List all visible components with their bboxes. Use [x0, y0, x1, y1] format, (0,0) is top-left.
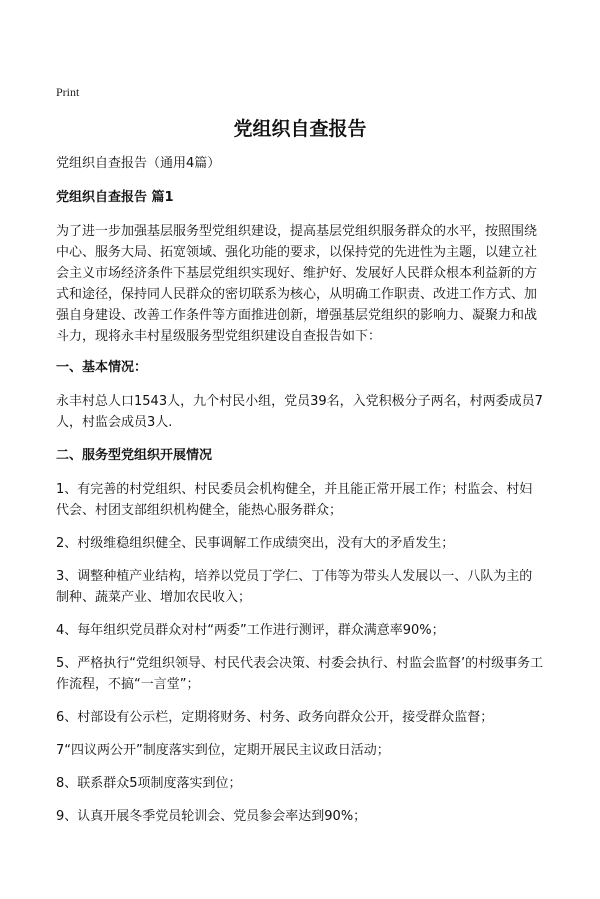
section-basic-text: 永丰村总人口1543人，九个村民小组，党员39名，入党积极分子两名，村两委成员7人，村监会成员3人.	[56, 394, 543, 430]
list-item-1: 1、有完善的村党组织、村民委员会机构健全，并且能正常开展工作；村监会、村妇代会、村团支部组织机构健全，能热心服务群众；	[56, 482, 533, 518]
section-service-title: 二、服务型党组织开展情况	[56, 448, 213, 463]
list-item-2: 2、村级维稳组织健全、民事调解工作成绩突出，没有大的矛盾发生；	[56, 536, 455, 551]
page-title: 党组织自查报告	[233, 118, 367, 140]
list-item-3: 3、调整种植产业结构，培养以党员丁学仁、丁伟等为带头人发展以一、八队为主的制种、蔬菜产业、增加农民收入；	[56, 569, 533, 605]
article-title: 党组织自查报告 篇1	[56, 190, 174, 205]
list-item-5: 5、严格执行“党组织领导、村民代表会决策、村委会执行、村监会监督’的村级事务工作流程，不搞“一言堂”；	[56, 656, 544, 692]
list-item-6: 6、村部设有公示栏，定期将财务、村务、政务向群众公开，接受群众监督；	[56, 710, 494, 725]
intro-paragraph: 为了进一步加强基层服务型党组织建设，提高基层党组织服务群众的水平，按照围绕中心、服务大局、拓宽领域、强化功能的要求，以保持党的先进性为主题，以建立社会主义市场经济条件下基层党组织实现好、维护好、发展好人民群众根本利益新的方式和途径，保持同人民群众的密切联系为核心，从明确工作职责、改进工作方式、加强自身建设、改善工作条件等方面推进创新，增强基层党组织的影响力、凝聚力和战斗力，现将永丰村星级服务型党组织建设自查报告如下：	[56, 224, 538, 344]
document-subtitle: 党组织自查报告（通用4篇）	[56, 156, 221, 171]
section-basic-title: 一、基本情况：	[56, 360, 148, 375]
print-link[interactable]: Print	[56, 85, 80, 99]
list-item-7: 7“四议两公开”制度落实到位，定期开展民主议政日活动；	[56, 743, 390, 758]
list-item-4: 4、每年组织党员群众对村“两委”工作进行测评，群众满意率90%；	[56, 623, 445, 638]
list-item-9: 9、认真开展冬季党员轮训会、党员参会率达到90%；	[56, 809, 367, 824]
document-content	[56, 153, 544, 839]
list-item-8: 8、联系群众5项制度落实到位；	[56, 776, 242, 791]
